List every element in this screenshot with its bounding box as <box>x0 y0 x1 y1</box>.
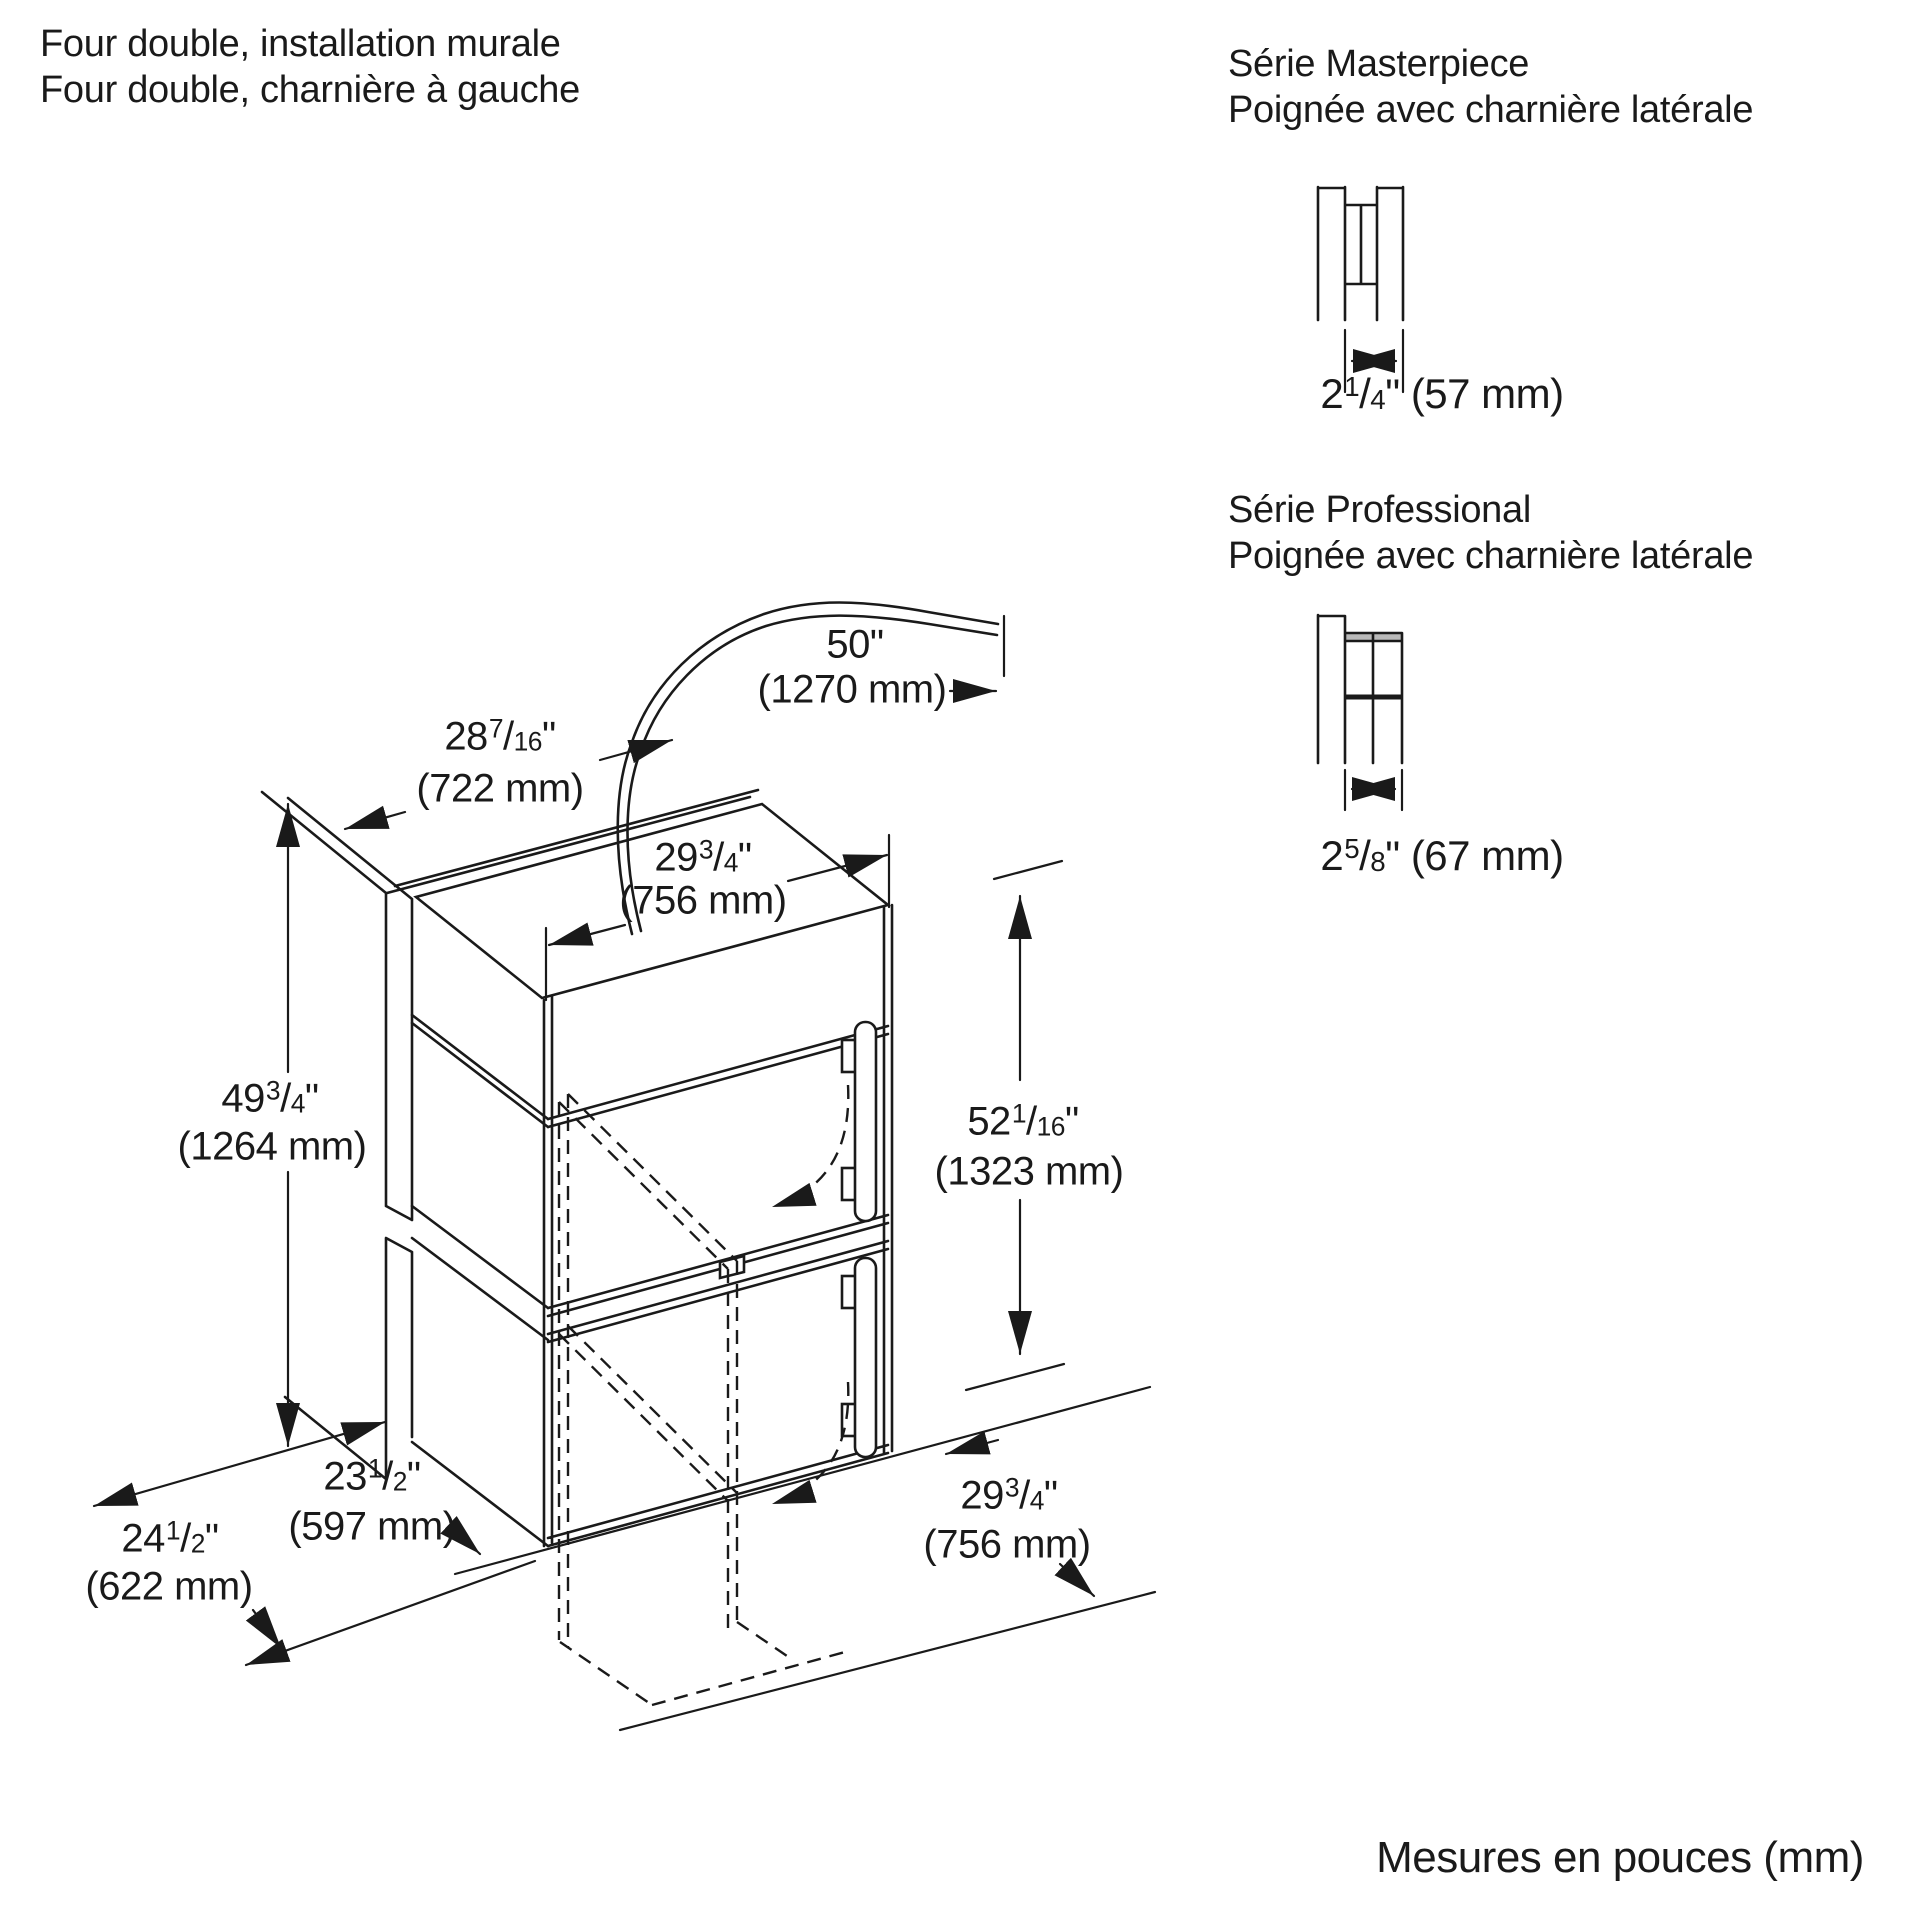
dim-top-width-mm: (756 mm) <box>619 878 787 923</box>
series-masterpiece-name: Série Masterpiece <box>1228 43 1530 85</box>
dashed-cutout-projection <box>559 1085 848 1705</box>
dim-niche-width-inches: $28^7/16$" <box>444 713 556 759</box>
page-title-line1: Four double, installation murale <box>40 23 561 65</box>
series-masterpiece-heading <box>1228 42 1753 133</box>
series-professional-heading <box>1228 488 1753 579</box>
professional-handle-diagram <box>1318 615 1402 810</box>
dim-overall-depth-inches: $24^1/2$" <box>121 1515 219 1561</box>
series-masterpiece-subtitle: Poignée avec charnière latérale <box>1228 88 1754 131</box>
oven-left-face-lines <box>412 1015 548 1546</box>
footer-note: Mesures en pouces (mm) <box>1376 1833 1864 1882</box>
dim-top-width-inches: $29^3/4$" <box>654 834 752 880</box>
dim-professional-handle: $2^5/8$" (67 mm) <box>1320 832 1564 879</box>
dim-conduit-mm: (1270 mm) <box>757 667 947 712</box>
dim-overall-depth-mm: (622 mm) <box>85 1564 253 1609</box>
dim-niche-height-mm: (1264 mm) <box>177 1124 367 1169</box>
dim-niche-depth-mm: (597 mm) <box>288 1504 456 1549</box>
dim-conduit-inches: 50" <box>826 622 884 667</box>
upper-door-swing-arc <box>772 1085 848 1207</box>
dim-bottom-width-inches: $29^3/4$" <box>960 1472 1058 1518</box>
dim-niche-width-mm: (722 mm) <box>416 766 584 811</box>
series-professional-subtitle: Poignée avec charnière latérale <box>1228 534 1754 577</box>
dim-overall-height-mm: (1323 mm) <box>934 1149 1124 1194</box>
lower-door-handle <box>842 1258 876 1457</box>
dim-overall-height-inches: $52^1/16$" <box>967 1098 1079 1144</box>
page-title-line2: Four double, charnière à gauche <box>40 68 580 111</box>
oven-front-face <box>544 905 892 1546</box>
series-professional-name: Série Professional <box>1228 489 1531 531</box>
dim-bottom-width-mm: (756 mm) <box>923 1522 1091 1567</box>
dim-niche-height-inches: $49^3/4$" <box>221 1075 319 1121</box>
page-title <box>40 22 580 113</box>
masterpiece-handle-diagram <box>1318 187 1403 392</box>
dim-niche-depth-inches: $23^1/2$" <box>323 1453 421 1499</box>
dimension-lines <box>94 691 1155 1730</box>
dim-masterpiece-handle: $2^1/4$" (57 mm) <box>1320 370 1564 417</box>
